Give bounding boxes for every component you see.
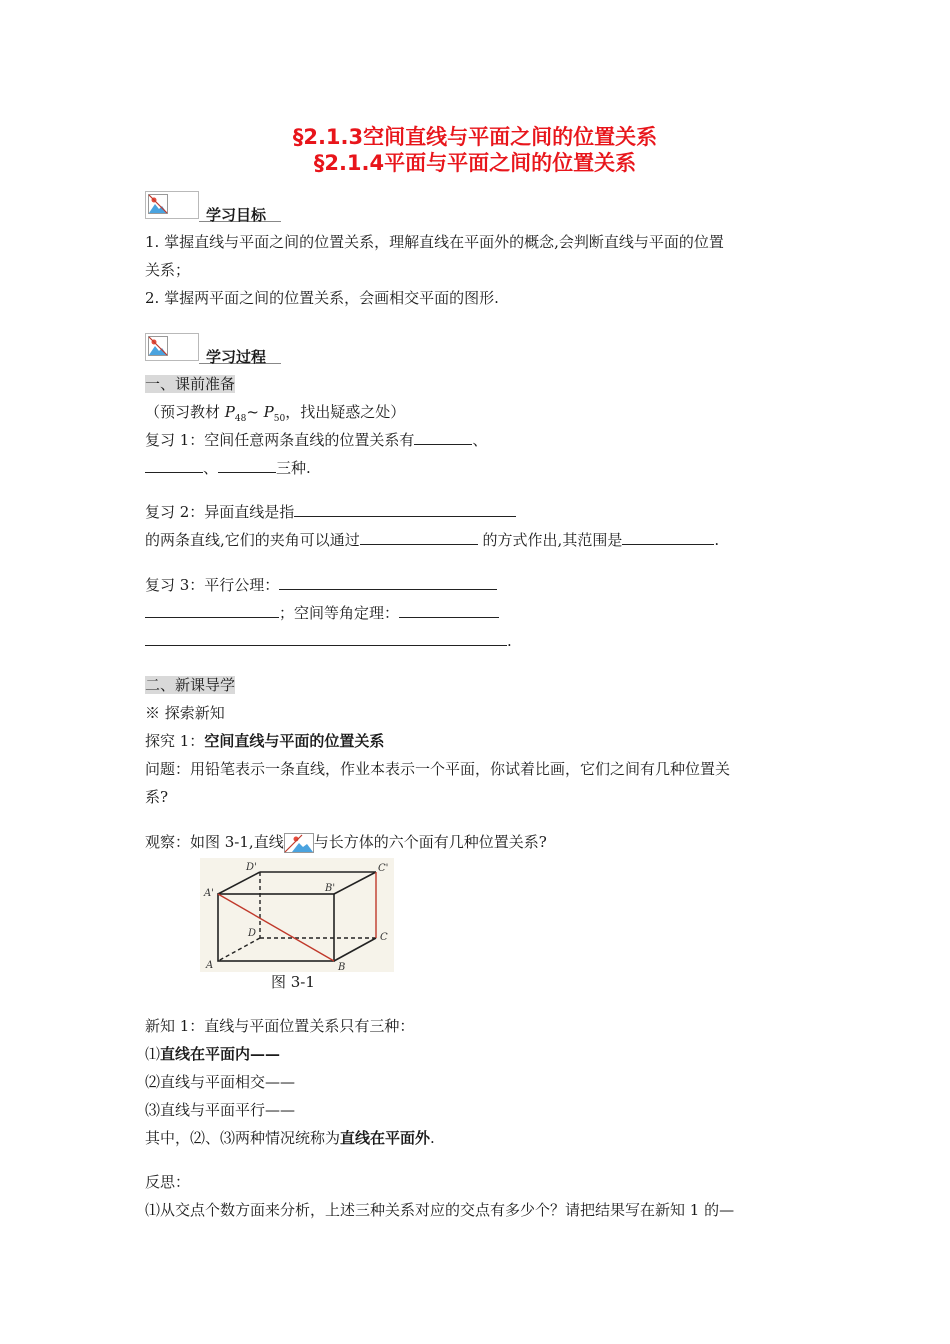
label-a1: A' xyxy=(204,888,214,899)
blank[interactable] xyxy=(622,530,714,545)
process-heading: 学习过程 xyxy=(206,348,267,366)
label-c1: C' xyxy=(378,863,389,874)
blank[interactable] xyxy=(279,575,497,590)
cuboid-diagram xyxy=(200,858,394,972)
summary xyxy=(145,1128,435,1148)
observe-text-a: 观察：如图 3-1,直线 xyxy=(145,833,284,851)
objective-1-line-b: 关系； xyxy=(145,261,191,279)
prep-heading xyxy=(145,374,235,394)
blank[interactable] xyxy=(360,530,478,545)
summary-text-a: 其中，⑵、⑶两种情况统称为 xyxy=(145,1129,341,1147)
case-2: ⑵直线与平面相交—— xyxy=(145,1073,296,1091)
tilde: ~ xyxy=(246,403,264,421)
review-3-line-c xyxy=(145,631,512,651)
title-line-2: §2.1.4平面与平面之间的位置关系 xyxy=(313,151,637,175)
reflect-1: ⑴从交点个数方面来分析，上述三种关系对应的交点有多少个？请把结果写在新知 1 的— xyxy=(145,1201,735,1219)
review-2-text: 复习 2：异面直线是指 xyxy=(145,503,295,521)
explore-1-title: 空间直线与平面的位置关系 xyxy=(204,732,385,750)
review-2-text-c: 的方式作出,其范围是 xyxy=(477,531,623,549)
label-d: D xyxy=(248,928,257,939)
blank[interactable] xyxy=(399,603,499,618)
p-letter-1: P xyxy=(224,403,235,421)
new-lesson-heading-text: 二、新课导学 xyxy=(145,676,236,694)
cuboid-figure xyxy=(200,858,394,972)
observe-text-b: 与长方体的六个面有几种位置关系? xyxy=(313,833,547,851)
review-2-line-a xyxy=(145,502,516,522)
blank[interactable] xyxy=(218,458,276,473)
objective-1-line-a: 1. 掌握直线与平面之间的位置关系，理解直线在平面外的概念,会判断直线与平面的位置 xyxy=(145,233,724,251)
new-lesson-heading xyxy=(145,675,235,695)
review-3-line-b xyxy=(145,603,499,623)
review-1-sep: 、 xyxy=(472,431,488,449)
case-1-num: ⑴ xyxy=(145,1045,161,1063)
broken-image-icon xyxy=(145,191,199,219)
label-b: B xyxy=(338,962,346,972)
preview-note xyxy=(145,402,405,429)
case-1-text: 直线在平面内—— xyxy=(160,1045,281,1063)
objectives-heading: 学习目标 xyxy=(206,206,267,224)
broken-image-icon xyxy=(145,333,199,361)
question-line-b: 系? xyxy=(145,788,169,806)
review-3-text-b: ；空间等角定理： xyxy=(279,604,400,622)
blank[interactable] xyxy=(145,603,279,618)
figure-caption: 图 3-1 xyxy=(271,973,315,991)
case-1 xyxy=(145,1044,280,1064)
label-d1: D' xyxy=(246,862,257,873)
review-1-line-a xyxy=(145,430,487,450)
p-sub-48: 48 xyxy=(234,414,247,424)
review-1-text: 复习 1：空间任意两条直线的位置关系有 xyxy=(145,431,415,449)
review-2-line-b xyxy=(145,530,719,550)
review-2-end: . xyxy=(714,531,720,549)
review-1-line-b xyxy=(145,458,311,478)
label-a: A xyxy=(206,960,214,971)
preview-open: （预习教材 xyxy=(145,403,225,421)
observe-line xyxy=(145,832,547,853)
new-knowledge-intro: 新知 1：直线与平面位置关系只有三种： xyxy=(145,1017,415,1035)
review-3-line-a xyxy=(145,575,497,595)
blank[interactable] xyxy=(294,502,516,517)
p-sub-50: 50 xyxy=(273,414,286,424)
explore-1-prefix: 探究 1： xyxy=(145,732,205,750)
review-3-end: . xyxy=(507,632,512,650)
review-2-text-b: 的两条直线,它们的夹角可以通过 xyxy=(145,531,360,549)
blank[interactable] xyxy=(145,458,203,473)
p-letter-2: P xyxy=(263,403,274,421)
broken-image-icon xyxy=(284,833,314,853)
review-3-text: 复习 3：平行公理： xyxy=(145,576,280,594)
title-line-1: §2.1.3空间直线与平面之间的位置关系 xyxy=(292,125,658,149)
label-c: C xyxy=(380,932,388,943)
reflect-heading: 反思： xyxy=(145,1173,191,1191)
summary-term: 直线在平面外 xyxy=(340,1129,431,1147)
blank[interactable] xyxy=(145,631,507,646)
explore-1 xyxy=(145,731,384,751)
explore-mark: ※ 探索新知 xyxy=(145,704,225,722)
question-line-a: 问题：用铅笔表示一条直线，作业本表示一个平面，你试着比画，它们之间有几种位置关 xyxy=(145,760,731,778)
objective-2: 2. 掌握两平面之间的位置关系，会画相交平面的图形. xyxy=(145,289,499,307)
label-b1: B' xyxy=(325,883,336,894)
review-1-sep-2: 、 xyxy=(203,459,219,477)
review-1-end: 三种. xyxy=(276,459,311,477)
blank[interactable] xyxy=(414,430,472,445)
summary-end: . xyxy=(430,1129,435,1147)
preview-close: ，找出疑惑之处） xyxy=(285,403,406,421)
case-3: ⑶直线与平面平行—— xyxy=(145,1101,296,1119)
prep-heading-text: 一、课前准备 xyxy=(145,375,236,393)
